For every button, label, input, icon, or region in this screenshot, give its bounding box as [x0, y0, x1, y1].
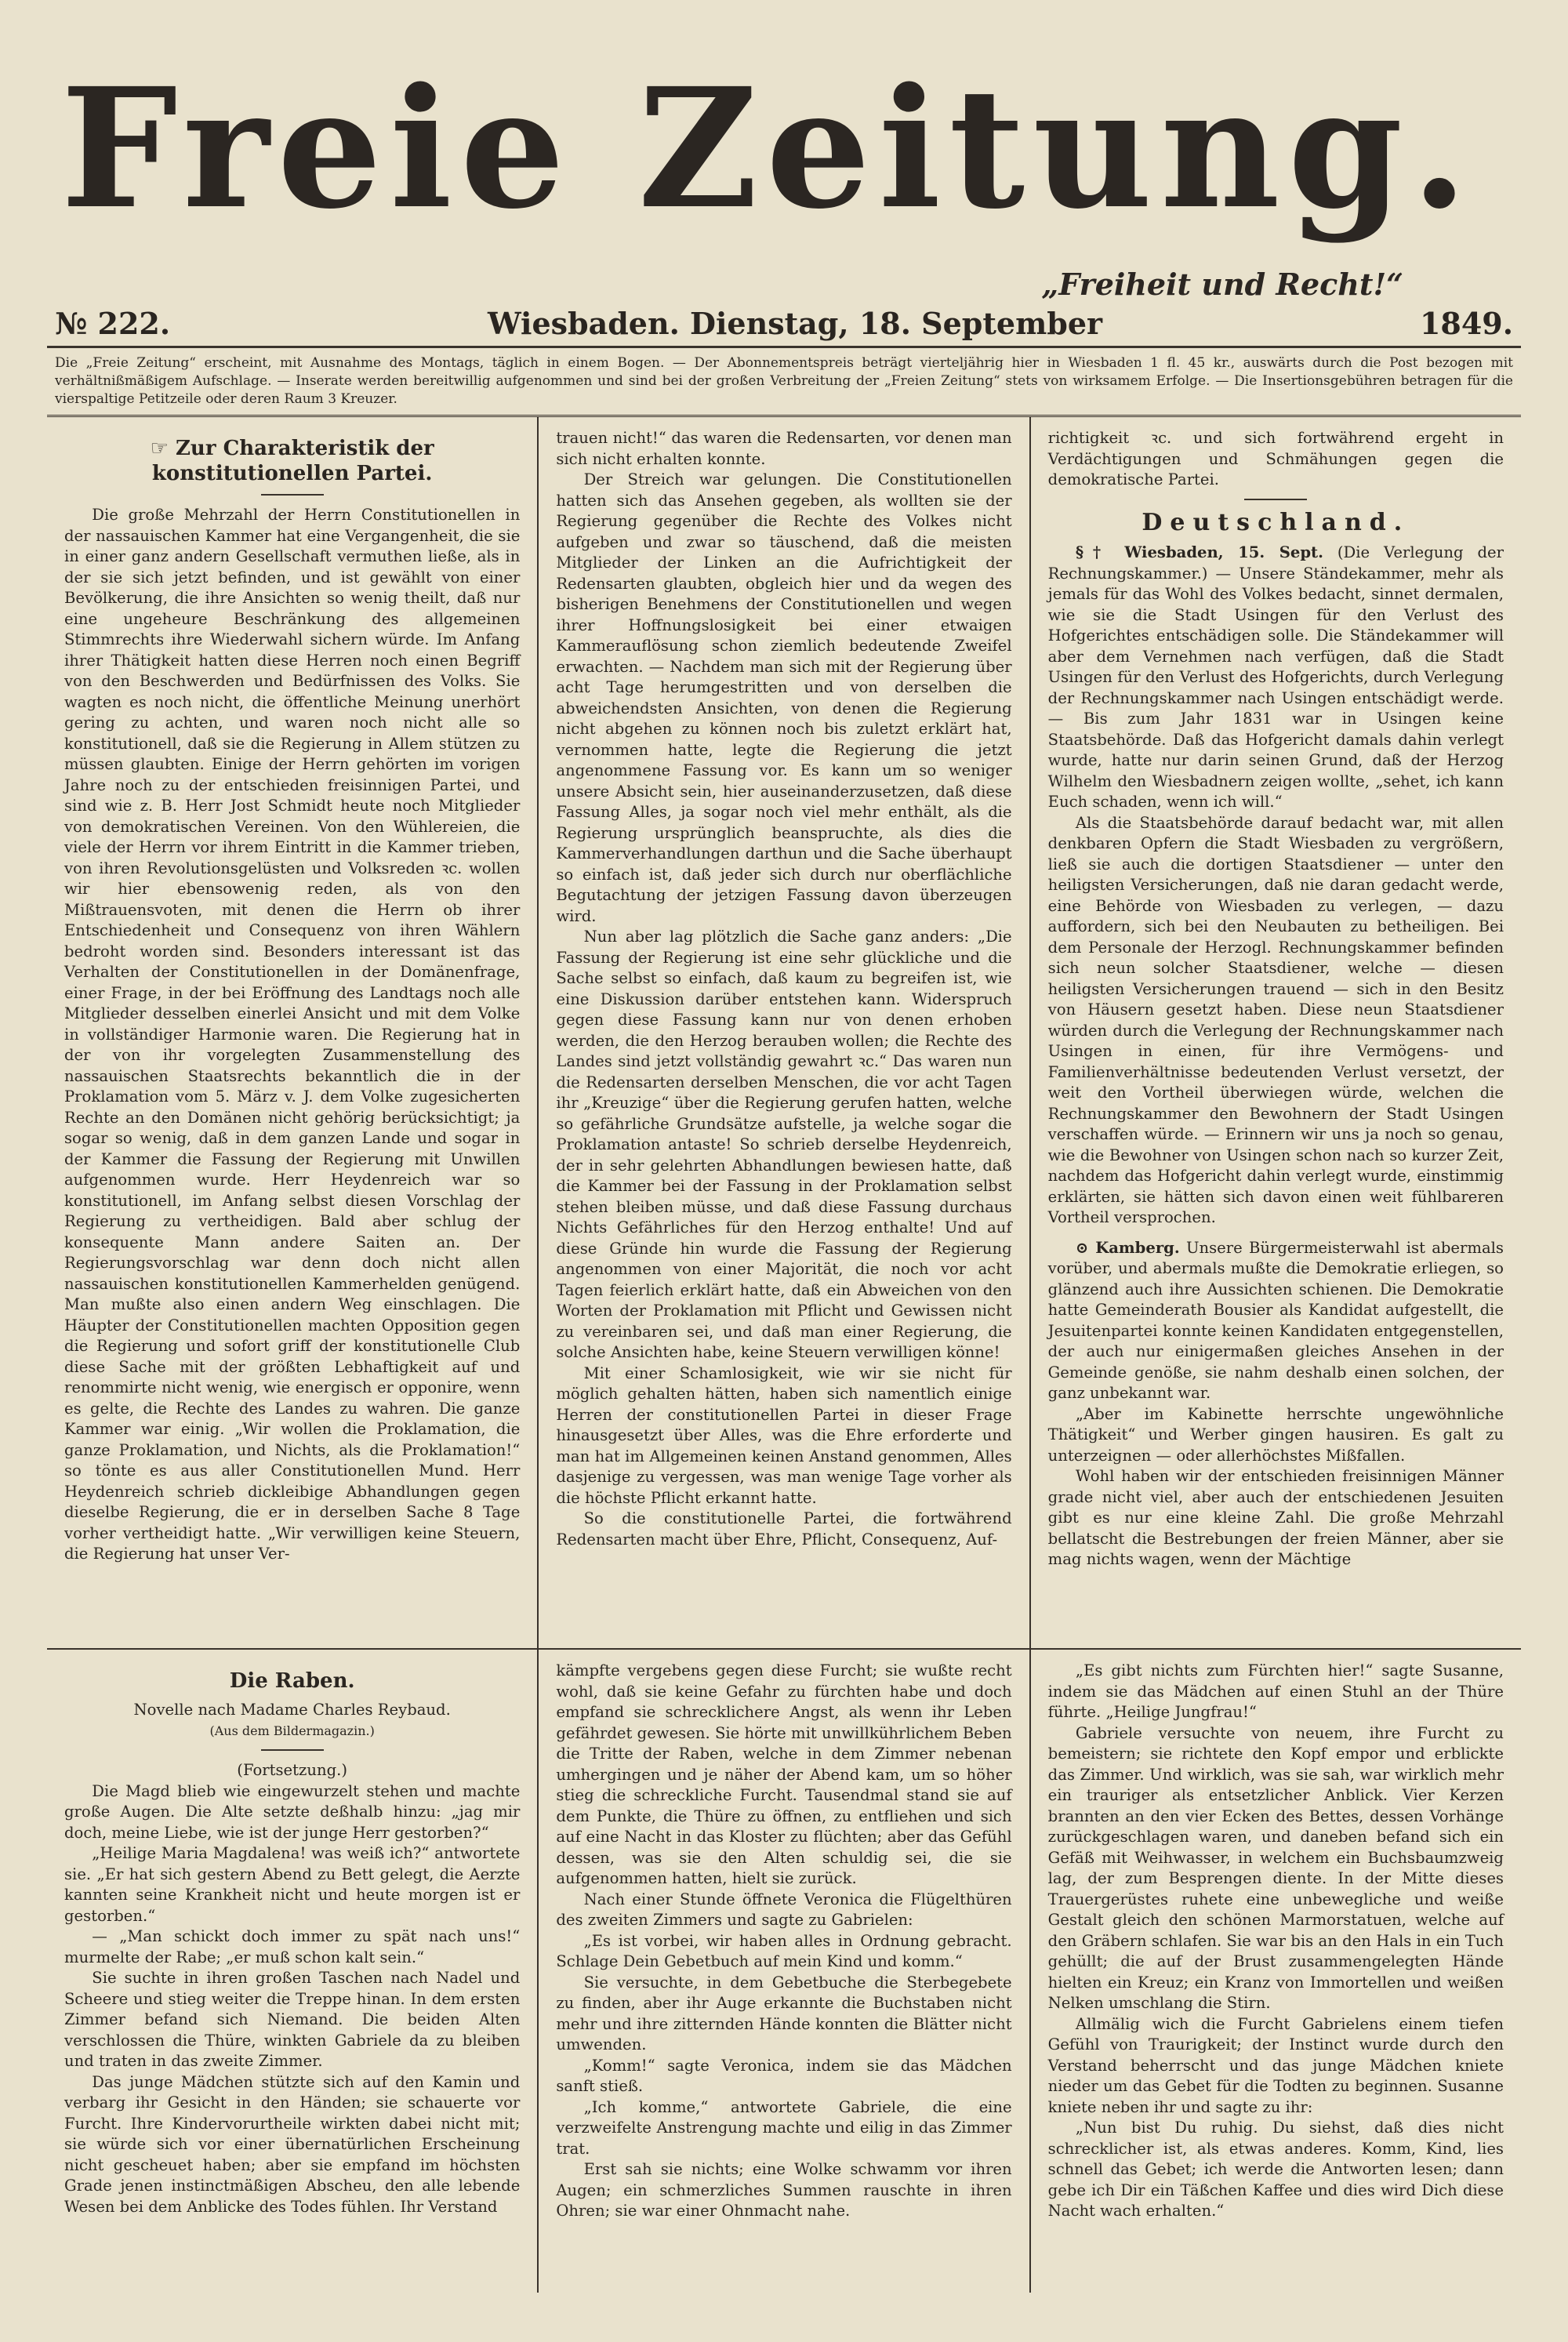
- dateline: [47, 298, 1521, 348]
- newspaper-title: Freie Zeitung.: [60, 52, 1476, 245]
- novel-paragraph: „Nun bist Du ruhig. Du siehst, daß dies nicht schrecklicher ist, als etwas anderes. Komm, Kind, lies schnell das Gebet; ich werde die Antworten lesen; dann gebe ich Dir ein Täßchen Kaffee und dies wird Dich diese Nacht wach erhalten.“: [1047, 2119, 1504, 2220]
- article-paragraph: Wohl haben wir der entschieden freisinnigen Männer grade nicht viel, aber auch der entschiedenen Jesuiten gibt es nur eine kleine Zahl. Die große Mehrzahl bellatscht die Bestrebungen der freien Männer, aber sie mag nichts wagen, wenn der Mächtige: [1047, 1467, 1504, 1568]
- motto: „Freiheit und Recht!“: [1041, 267, 1403, 302]
- feuilleton-column-3: [1029, 1650, 1521, 2293]
- place-date: Wiesbaden. Dienstag, 18. September: [488, 306, 1103, 341]
- novel-paragraph: Nach einer Stunde öffnete Veronica die Flügelthüren des zweiten Zimmers und sagte zu Gabrielen:: [556, 1890, 1012, 1929]
- news-item-text: (Die Verlegung der Rechnungskammer.) — Unsere Ständekammer, mehr als jemals für das Wohl des Volkes bedacht, sinnet dermalen, wie sie die Stadt Usingen für den Verlust des Hofgerichtes entschädigen solle. Die Ständekammer will aber dem Vernehmen nach verfügen, daß die Stadt Usingen für den Verlust des Hofgerichts, durch Verlegung der Rechnungskammer nach Usingen entschädigt werde. — Bis zum Jahr 1831 war in Usingen keine Staatsbehörde. Daß das Hofgericht damals dahin verlegt wurde, hatte nur darin seinen Grund, daß der Herzog Wilhelm den Wiesbadnern zeigen wollte, „sehet, ich kann Euch schaden, wenn ich will.“: [1047, 543, 1504, 811]
- novel-source: (Aus dem Bildermagazin.): [209, 1723, 375, 1738]
- novel-paragraph: „Komm!“ sagte Veronica, indem sie das Mädchen sanft stieß.: [556, 2056, 1012, 2095]
- divider: [1244, 499, 1307, 500]
- novel-paragraph: „Heilige Maria Magdalena! was weiß ich?“ antwortete sie. „Er hat sich gestern Abend zu Bett gelegt, die Aerzte kannten seine Krankheit nicht und heute morgen ist er gestorben.“: [64, 1844, 521, 1925]
- novel-paragraph: Sie versuchte, in dem Gebetbuche die Sterbegebete zu finden, aber ihr Auge erkannte die Buchstaben nicht mehr und ihre zitternden Hände konnten die Blätter nicht umwenden.: [556, 1973, 1012, 2053]
- feuilleton-column-1: [47, 1650, 537, 2293]
- article-paragraph: Nun aber lag plötzlich die Sache ganz anders: „Die Fassung der Regierung ist eine sehr glückliche und die Sache selbst so einfach, daß kaum zu begreifen ist, wie eine Diskussion darüber entstehen kann. Widerspruch gegen diese Fassung kann nur von denen erhoben werden, die den Herzog berauben wollen; die Rechte des Landes sind jetzt vollständig gewahrt ꝛc.“ Das waren nun die Redensarten derselben Menschen, die vor acht Tagen ihr „Kreuzige“ über die Regierung gerufen hatten, welche so gefährliche Grundsätze aufstelle, ja welche sogar die Proklamation antaste! So schrieb derselbe Heydenreich, der in sehr gelehrten Abhandlungen bewiesen hatte, daß die Kammer bei der Fassung in der Proklamation selbst stehen bleiben müsse, und daß diese Fassung durchaus Nichts Gefährliches für den Herzog enthalte! Und auf diese Gründe hin wurde die Fassung der Regierung angenommen von einer Majorität, die noch vor acht Tagen feierlich erklärt hatte, daß ein Abweichen von den Worten der Proklamation mit Pflicht und Gewissen nicht zu vereinbaren sei, und daß man einer Regierung, die solche Ansichten habe, keine Steuern verwilligen könne!: [556, 928, 1012, 1361]
- feuilleton-column-2: [537, 1650, 1029, 2293]
- novel-title: Die Raben.: [229, 1669, 355, 1693]
- news-item-dateline: §† Wiesbaden, 15. Sept.: [1075, 543, 1323, 561]
- novel-paragraph: kämpfte vergebens gegen diese Furcht; sie wußte recht wohl, daß sie keine Gefahr zu fürchten habe und doch empfand sie schrecklichere Angst, als wenn ihr Leben gefährdet gewesen. Sie hörte mit unwillkührlichem Beben die Tritte der Raben, welche in dem Zimmer nebenan umhergingen und je näher der Abend kam, um so höher stieg die schreckliche Furcht. Tausendmal stand sie auf dem Punkte, die Thüre zu öffnen, zu entfliehen und sich auf eine Nacht in das Kloster zu flüchten; aber das Gefühl dessen, was sie den Alten schuldig sei, die sie aufgenommen hatten, hielt sie zurück.: [556, 1661, 1012, 1887]
- news-item: [1048, 1238, 1504, 1404]
- novel-paragraph: „Ich komme,“ antwortete Gabriele, die eine verzweifelte Anstrengung machte und eilig in das Zimmer trat.: [556, 2097, 1012, 2158]
- continuation-note: (Fortsetzung.): [237, 1761, 348, 1779]
- novel-paragraph: — „Man schickt doch immer zu spät nach uns!“ murmelte der Rabe; „er muß schon kalt sein.“: [64, 1927, 521, 1966]
- novel-paragraph: Allmälig wich die Furcht Gabrielens einem tiefen Gefühl von Traurigkeit; der Instinct wurde durch den Verstand beherrscht und das junge Mädchen kniete nieder um das Gebet für die Todten zu beginnen. Susanne kniete neben ihr und sagte zu ihr:: [1047, 2014, 1504, 2116]
- article-heading-text: Zur Charakteristik der konstitutionellen Partei.: [151, 437, 434, 485]
- novel-paragraph: Das junge Mädchen stützte sich auf den Kamin und verbarg ihr Gesicht in den Händen; sie schauerte vor Furcht. Ihre Kindervorurtheile wirkten dabei nicht mit; sie würde sich vor einer übernatürlichen Erscheinung nicht gescheuet haben; aber sie empfand im höchsten Grade jenen instinctmäßigen Abscheu, den alle lebende Wesen bei dem Anblicke des Todes fühlen. Ihr Verstand: [64, 2072, 521, 2216]
- article-paragraph: „Aber im Kabinette herrschte ungewöhnliche Thätigkeit“ und Werber gingen hausiren. Es galt zu unterzeignen — oder allerhöchstes Mißfallen.: [1047, 1404, 1504, 1465]
- issue-year: 1849.: [1419, 306, 1513, 341]
- section-heading: Deutschland.: [1142, 508, 1410, 536]
- news-item-dateline: ⊙ Kamberg.: [1075, 1238, 1180, 1257]
- novel-paragraph: Gabriele versuchte von neuem, ihre Furcht zu bemeistern; sie richtete den Kopf empor und erblickte das Zimmer. Und wirklich, was sie sah, war wirklich mehr ein trauriger als entsetzlicher Anblick. Vier Kerzen brannten an den vier Ecken des Bettes, dessen Vorhänge zurückgeschlagen waren, und daneben befand sich ein Gefäß mit Weihwasser, in welchem ein Buchsbaumzweig lag, der zum Besprengen diente. In der Mitte dieses Trauergerüstes ruhete eine unbewegliche und weiße Gestalt gleich den schönen Marmorstatuen, welche auf den Gräbern schlafen. Sie war bis an den Hals in ein Tuch gehüllt; die auf der Brust zusammengelegten Hände hielten ein Kreuz; ein Kranz von Immortellen und weißen Nelken umschlang die Stirn.: [1047, 1723, 1504, 2012]
- masthead: [47, 31, 1521, 302]
- column-3: [1029, 417, 1521, 1648]
- novel-paragraph: Die Magd blieb wie eingewurzelt stehen und machte große Augen. Die Alte setzte deßhalb hinzu: „jag mir doch, meine Liebe, wie ist der junge Herr gestorben?“: [64, 1781, 521, 1842]
- novel-paragraph: Erst sah sie nichts; eine Wolke schwamm vor ihren Augen; ein schmerzliches Summen rauschte in ihren Ohren; sie war einer Ohnmacht nahe.: [556, 2160, 1012, 2220]
- article-heading: [64, 436, 520, 486]
- article-paragraph: So die constitutionelle Partei, die fortwährend Redensarten macht über Ehre, Pflicht, Consequenz, Auf-: [556, 1509, 1012, 1549]
- article-paragraph: richtigkeit ꝛc. und sich fortwährend ergeht in Verdächtigungen und Schmähungen gegen die demokratische Partei.: [1047, 429, 1504, 488]
- novel-paragraph: Sie suchte in ihren großen Taschen nach Nadel und Scheere und stieg weiter die Treppe hinan. In dem ersten Zimmer befand sich Niemand. Die beiden Alten verschlossen die Thüre, winkten Gabriele da zu bleiben und traten in das zweite Zimmer.: [64, 1969, 521, 2070]
- divider: [261, 1749, 324, 1751]
- column-2: [537, 417, 1029, 1648]
- column-1: [47, 417, 537, 1648]
- pointing-hand-icon: ☞: [150, 437, 169, 460]
- article-paragraph: Als die Staatsbehörde darauf bedacht war, mit allen denkbaren Opfern die Stadt Wiesbaden zu vergrößern, ließ sie auch die dortigen Staatsdiener — unter den heiligsten Versicherungen, daß nie daran gedacht werde, eine Behörde von Wiesbaden zu verlegen, — dazu auffordern, sich bei den Neubauten zu betheiligen. Bei dem Personale der Herzogl. Rechnungskammer befinden sich neun solcher Staatsdiener, welche — diesen heiligsten Versicherungen trauend — sich in den Besitz von Häusern gesetzt haben. Diese neun Staatsdiener würden durch die Verlegung der Rechnungskammer nach Usingen in einen, für ihre Vermögens- und Familienverhältnisse bedeutenden Verlust versetzt, der weit den Vortheil überwiegen würde, welchen die Rechnungskammer den Bewohnern der Stadt Usingen verschaffen würde. — Erinnern wir uns ja noch so genau, wie die Bewohner von Usingen schon nach so kurzer Zeit, nachdem das Hofgericht dahin verlegt wurde, einstimmig erklärten, sie hätten sich davon einen weit fühlbareren Vortheil versprochen.: [1047, 813, 1504, 1226]
- novel-subtitle: Novelle nach Madame Charles Reybaud.: [133, 1701, 451, 1719]
- feuilleton: [47, 1650, 1521, 2293]
- article-paragraph: trauen nicht!“ das waren die Redensarten, vor denen man sich nicht erhalten konnte.: [556, 429, 1012, 468]
- article-paragraph: Der Streich war gelungen. Die Constitutionellen hatten sich das Ansehen gegeben, als wollten sie der Regierung gegenüber die Rechte des Volkes nicht aufgeben und zwar so täuschend, daß die meisten Mitglieder der Linken an die Aufrichtigkeit der Redensarten glaubten, obgleich hier und da wegen des bisherigen Benehmens der Constitutionellen und wegen ihrer Hoffnungslosigkeit bei einer etwaigen Kammerauflösung schon ziemlich bedeutende Zweifel erwachten. — Nachdem man sich mit der Regierung über acht Tage herumgestritten und von derselben die abweichendsten Ansichten, von denen die Regierung nicht abgehen zu können noch bis zuletzt erklärt hat, vernommen hatte, legte die Regierung die jetzt angenommene Fassung vor. Es kann um so weniger unsere Absicht sein, hier auseinanderzusetzen, daß diese Fassung Alles, ja sogar noch viel mehr enthält, als die Regierung ursprünglich beanspruchte, als dies die Kammerverhandlungen darthun und die Sache überhaupt so einfach ist, daß jeder sich durch nur oberflächliche Begutachtung der jetzigen Fassung davon überzeugen wird.: [556, 470, 1012, 925]
- article-paragraph: Mit einer Schamlosigkeit, wie wir sie nicht für möglich gehalten hätten, haben sich namentlich einige Herren der constitutionellen Partei in dieser Frage hinausgesetzt über Alles, was die Ehre erforderte und man hat im Allgemeinen keinen Anstand genommen, Alles dasjenige zu vergessen, was man wenige Tage vorher als die höchste Pflicht erkannt hatte.: [556, 1363, 1012, 1507]
- novel-paragraph: „Es ist vorbei, wir haben alles in Ordnung gebracht. Schlage Dein Gebetbuch auf mein Kind und komm.“: [556, 1931, 1012, 1970]
- news-item: [1048, 543, 1504, 813]
- notice-text: Die „Freie Zeitung“ erscheint, mit Ausnahme des Montags, täglich in einem Bogen. — Der Abonnementspreis beträgt vierteljährig hier in Wiesbaden 1 fl. 45 kr., auswärts durch die Post bezogen mit verhältnißmäßigem Aufschlage. — Inserate werden bereitwillig aufgenommen und sind bei der großen Verbreitung der „Freien Zeitung“ stets von wirksamem Erfolge. — Die Insertionsgebühren betragen für die vierspaltige Petitzeile oder deren Raum 3 Kreuzer.: [55, 355, 1513, 407]
- news-item-text: Unsere Bürgermeisterwahl ist abermals vorüber, und abermals mußte die Demokratie erliegen, so glänzend auch ihre Aussichten schienen. Die Demokratie hatte Gemeinderath Bousier als Kandidat aufgestellt, die Jesuitenpartei konnte keinen Kandidaten entgegenstellen, der auch nur einigermaßen gleiches Ansehen in der Gemeinde genöße, sie nahm deshalb einen solchen, der ganz unbekannt war.: [1047, 1238, 1504, 1402]
- subscription-notice: [47, 348, 1521, 417]
- issue-number: № 222.: [55, 306, 171, 341]
- article-paragraph: Die große Mehrzahl der Herrn Constitutionellen in der nassauischen Kammer hat eine Vergangenheit, die sie in einer ganz andern Gesellschaft vermuthen ließe, als in der sie sich jetzt befinden, und ist gewählt von einer Bevölkerung, die ihre Ansichten so wenig theilt, daß nur eine ungeheure Beschränkung des allgemeinen Stimmrechts ihre Wiederwahl sichern würde. Im Anfang ihrer Thätigkeit hatten diese Herren noch einen Begriff von den Beschwerden und Bedürfnissen des Volks. Sie wagten es noch nicht, die öffentliche Meinung unerhört gering zu achten, und waren noch nicht alle so konstitutionell, daß sie die Regierung in Allem stützen zu müssen glaubten. Einige der Herrn gehörten im vorigen Jahre noch zu der entschieden freisinnigen Partei, und sind wie z. B. Herr Jost Schmidt heute noch Mitglieder von demokratischen Vereinen. Von den Wühlereien, die viele der Herrn vor ihrem Eintritt in die Kammer trieben, von ihren Revolutionsgelüsten und Volksreden ꝛc. wollen wir hier ebensowenig reden, als von den Mißtrauensvoten, mit denen die Herrn ob ihrer Entschiedenheit und Consequenz von ihren Wählern bedroht worden sind. Besonders interessant ist das Verhalten der Constitutionellen in der Domänenfrage, einer Frage, in der bei Eröffnung des Landtags noch alle Mitglieder desselben einerlei Ansicht und mit dem Volke in vollständiger Harmonie waren. Die Regierung hat in der von ihr vorgelegten Zusammenstellung des nassauischen Staatsrechts bekanntlich die in der Proklamation vom 5. März v. J. dem Volke zugesicherten Rechte an den Domänen nicht gehörig berücksichtigt; ja sogar so wenig, daß in dem ganzen Lande und sogar in der Kammer die Fassung der Regierung mit Unwillen aufgenommen wurde. Herr Heydenreich war so konstitutionell, im Anfang selbst diesen Vorschlag der Regierung zu vertheidigen. Bald aber schlug der konsequente Mann andere Saiten an. Der Regierungsvorschlag war denn doch nicht allen nassauischen konstitutionellen Kammerhelden genügend. Man mußte also einen andern Weg einschlagen. Die Häupter der Constitutionellen machten Opposition gegen die Regierung und sofort griff der konstitutionelle Club diese Sache mit der größten Lebhaftigkeit auf und renommirte nicht wenig, wie energisch er opponire, wenn es gelte, die Rechte des Landes zu wahren. Die ganze Kammer war einig. „Wir wollen die Proklamation, die ganze Proklamation, und Nichts, als die Proklamation!“ so tönte es aus aller Constitutionellen Mund. Herr Heydenreich schrieb dickleibige Abhandlungen gegen dieselbe Regierung, die er in derselben Sache 8 Tage vorher vertheidigt hatte. „Wir verwilligen keine Steuern, die Regierung hat unser Ver-: [64, 506, 521, 1563]
- novel-paragraph: „Es gibt nichts zum Fürchten hier!“ sagte Susanne, indem sie das Mädchen auf einen Stuhl an der Thüre führte. „Heilige Jungfrau!“: [1047, 1661, 1504, 1721]
- main-columns: [47, 417, 1521, 1650]
- divider: [261, 494, 324, 496]
